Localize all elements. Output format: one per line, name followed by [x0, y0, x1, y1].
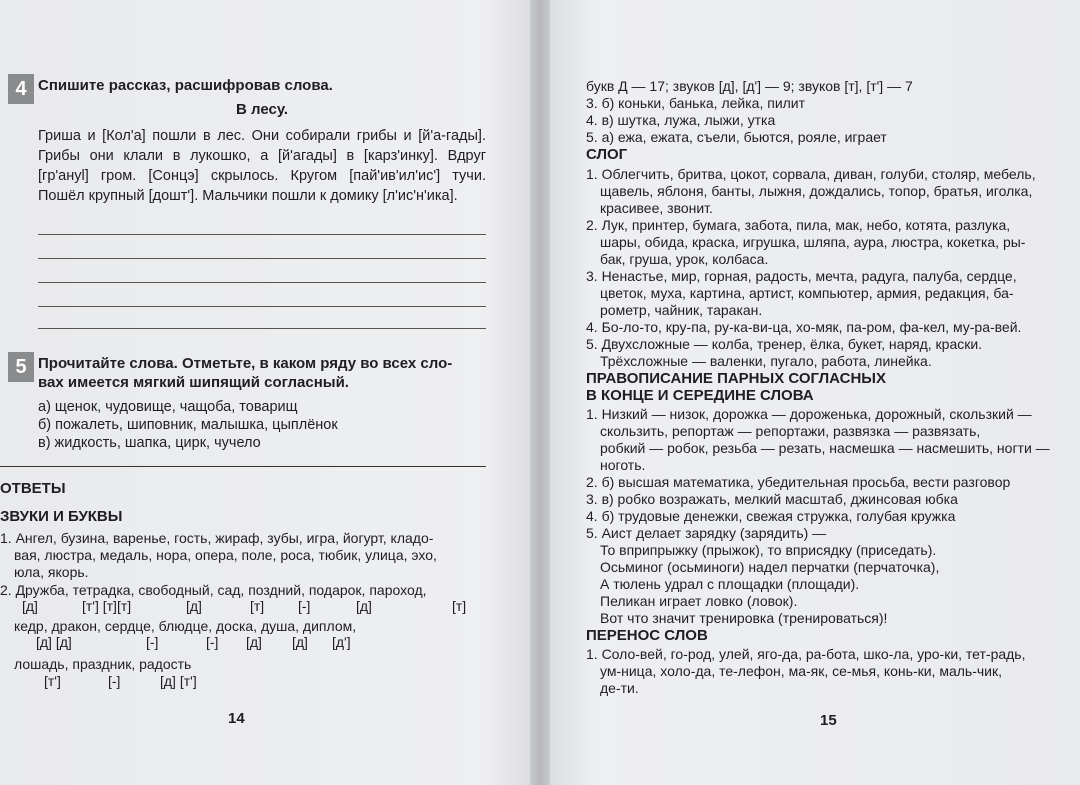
- writing-line: [38, 328, 486, 329]
- slog-line: рометр, чайник, таракан.: [600, 302, 763, 318]
- prav-line: 1. Низкий — низок, дорожка — дороженька, дорожный, скользкий —: [586, 406, 1032, 422]
- transcription: [д]: [186, 598, 202, 614]
- slog-line: 3. Ненастье, мир, горная, радость, мечта, радуга, палуба, сердце,: [586, 268, 1017, 284]
- task-5-title-line1: Прочитайте слова. Отметьте, в каком ряду во всех сло-: [38, 355, 453, 372]
- page-number-right: 15: [820, 712, 837, 729]
- transcription: [т]: [452, 598, 467, 614]
- slog-line: красивее, звонит.: [600, 200, 713, 216]
- prav-line: Пеликан играет ловко (ловок).: [600, 593, 798, 609]
- perenos-line: де-ти.: [600, 680, 639, 696]
- prav-line: робкий — робок, резьба — резать, насмешка — насмешить, ногти —: [600, 440, 1050, 456]
- prav-line: скользить, репортаж — репортажи, развязка — развязать,: [600, 423, 981, 439]
- transcription: [д']: [332, 634, 351, 650]
- answer-line: 4. в) шутка, лужа, лыжи, утка: [586, 112, 776, 128]
- writing-line: [38, 306, 486, 307]
- prav-line: Осьминог (осьминоги) надел перчатки (перчаточка),: [600, 559, 940, 575]
- slog-line: бак, груша, урок, колбаса.: [600, 251, 769, 267]
- prav-line: 5. Аист делает зарядку (зарядить) —: [586, 525, 827, 541]
- writing-line: [38, 234, 486, 235]
- writing-line: [38, 282, 486, 283]
- transcription: [д]: [22, 598, 38, 614]
- answers-header: ОТВЕТЫ: [0, 480, 66, 497]
- answer-1-line1: 1. Ангел, бузина, варенье, гость, жираф, зубы, игра, йогурт, кладо-: [0, 530, 434, 546]
- option-b: б) пожалеть, шиповник, малышка, цыплёнок: [38, 417, 338, 433]
- slog-line: 1. Облегчить, бритва, цокот, сорвала, диван, голуби, столяр, мебель,: [586, 166, 1036, 182]
- answer-1-line2: вая, люстра, медаль, нора, опера, поле, роса, тюбик, улица, эхо,: [14, 547, 437, 563]
- slog-line: 5. Двухсложные — колба, тренер, ёлка, букет, наряд, краски.: [586, 336, 983, 352]
- answer-line: 5. а) ежа, ежата, съели, бьются, рояле, играет: [586, 129, 887, 145]
- right-page: [550, 0, 1080, 785]
- perenos-line: 1. Соло-вей, го-род, улей, яго-да, ра-бота, шко-ла, уро-ки, тет-радь,: [586, 646, 1026, 662]
- transcription: [-]: [146, 634, 159, 650]
- task-4-title: Спишите рассказ, расшифровав слова.: [38, 77, 333, 94]
- writing-line: [38, 258, 486, 259]
- answer-2-line1: 2. Дружба, тетрадка, свободный, сад, поздний, подарок, пароход,: [0, 582, 427, 598]
- transcription: [д] [д]: [36, 634, 72, 650]
- prav-header-2: В КОНЦЕ И СЕРЕДИНЕ СЛОВА: [586, 387, 814, 404]
- option-a: а) щенок, чудовище, чащоба, товарищ: [38, 399, 298, 415]
- prav-line: А тюлень удрал с площадки (площади).: [600, 576, 860, 592]
- slog-line: 4. Бо-ло-то, кру-па, ру-ка-ви-ца, хо-мяк, па-ром, фа-кел, му-ра-вей.: [586, 319, 1022, 335]
- transcription: [т']: [44, 673, 61, 689]
- answer-2-line3: лошадь, праздник, радость: [14, 656, 192, 672]
- transcription: [т'] [т][т]: [82, 598, 132, 614]
- slog-line: 2. Лук, принтер, бумага, забота, пила, мак, небо, котята, разлука,: [586, 217, 1011, 233]
- prav-line: То вприпрыжку (прыжок), то вприсядку (приседать).: [600, 542, 937, 558]
- prav-line: 4. б) трудовые денежки, свежая стружка, голубая кружка: [586, 508, 956, 524]
- answer-line: букв Д — 17; звуков [д], [д'] — 9; звуков [т], [т'] — 7: [586, 78, 913, 94]
- answer-2-line2: кедр, дракон, сердце, блюдце, доска, душа, диплом,: [14, 618, 357, 634]
- transcription: [-]: [108, 673, 121, 689]
- prav-header-1: ПРАВОПИСАНИЕ ПАРНЫХ СОГЛАСНЫХ: [586, 370, 886, 387]
- prav-line: 3. в) робко возражать, мелкий масштаб, джинсовая юбка: [586, 491, 958, 507]
- task-4-number: 4: [8, 74, 34, 104]
- left-page: [0, 0, 530, 785]
- page-number-left: 14: [228, 710, 245, 727]
- perenos-header: ПЕРЕНОС СЛОВ: [586, 627, 708, 644]
- slog-line: щавель, яблоня, банты, лыжня, дождались, топор, братья, иголка,: [600, 183, 1033, 199]
- task-5-title-line2: вах имеется мягкий шипящий согласный.: [38, 374, 349, 391]
- task-5-number: 5: [8, 352, 34, 382]
- prav-line: 2. б) высшая математика, убедительная просьба, вести разговор: [586, 474, 1011, 490]
- perenos-line: ум-ница, холо-да, те-лефон, ма-як, се-мья, конь-ки, маль-чик,: [600, 663, 1003, 679]
- option-c: в) жидкость, шапка, цирк, чучело: [38, 435, 261, 451]
- separator: [0, 466, 486, 467]
- prav-line: Вот что значит тренировка (тренироваться)!: [600, 610, 888, 626]
- slog-line: цветок, муха, картина, артист, компьютер, армия, редакция, ба-: [600, 285, 1014, 301]
- transcription: [д]: [292, 634, 308, 650]
- prav-line: ноготь.: [600, 457, 646, 473]
- slog-header: СЛОГ: [586, 146, 628, 163]
- transcription: [-]: [206, 634, 219, 650]
- transcription: [т]: [250, 598, 265, 614]
- book-gutter: [530, 0, 550, 785]
- story-title: В лесу.: [236, 101, 289, 118]
- section-header-sounds: ЗВУКИ И БУКВЫ: [0, 508, 123, 525]
- answer-line: 3. б) коньки, банька, лейка, пилит: [586, 95, 806, 111]
- transcription: [д]: [246, 634, 262, 650]
- answer-1-line3: юла, якорь.: [14, 564, 89, 580]
- transcription: [д] [т']: [160, 673, 197, 689]
- story-text: Гриша и [Кол'а] пошли в лес. Они собирали грибы и [й'а-гады]. Грибы они клали в лукошко, а [й'агады] в [карз'инку]. Вдруг [гр'ануl] гром. [Сонцэ] скрылось. Кругом [пай'ив'ил'ис'] тучи. Пошёл крупный [дошт']. Мальчики пошли к домику [л'ис'н'ика].: [38, 128, 486, 204]
- slog-line: Трёхсложные — валенки, пугало, работа, линейка.: [600, 353, 932, 369]
- transcription: [д]: [356, 598, 372, 614]
- slog-line: шары, обида, краска, игрушка, шляпа, аура, люстра, кокетка, ры-: [600, 234, 1026, 250]
- transcription: [-]: [298, 598, 311, 614]
